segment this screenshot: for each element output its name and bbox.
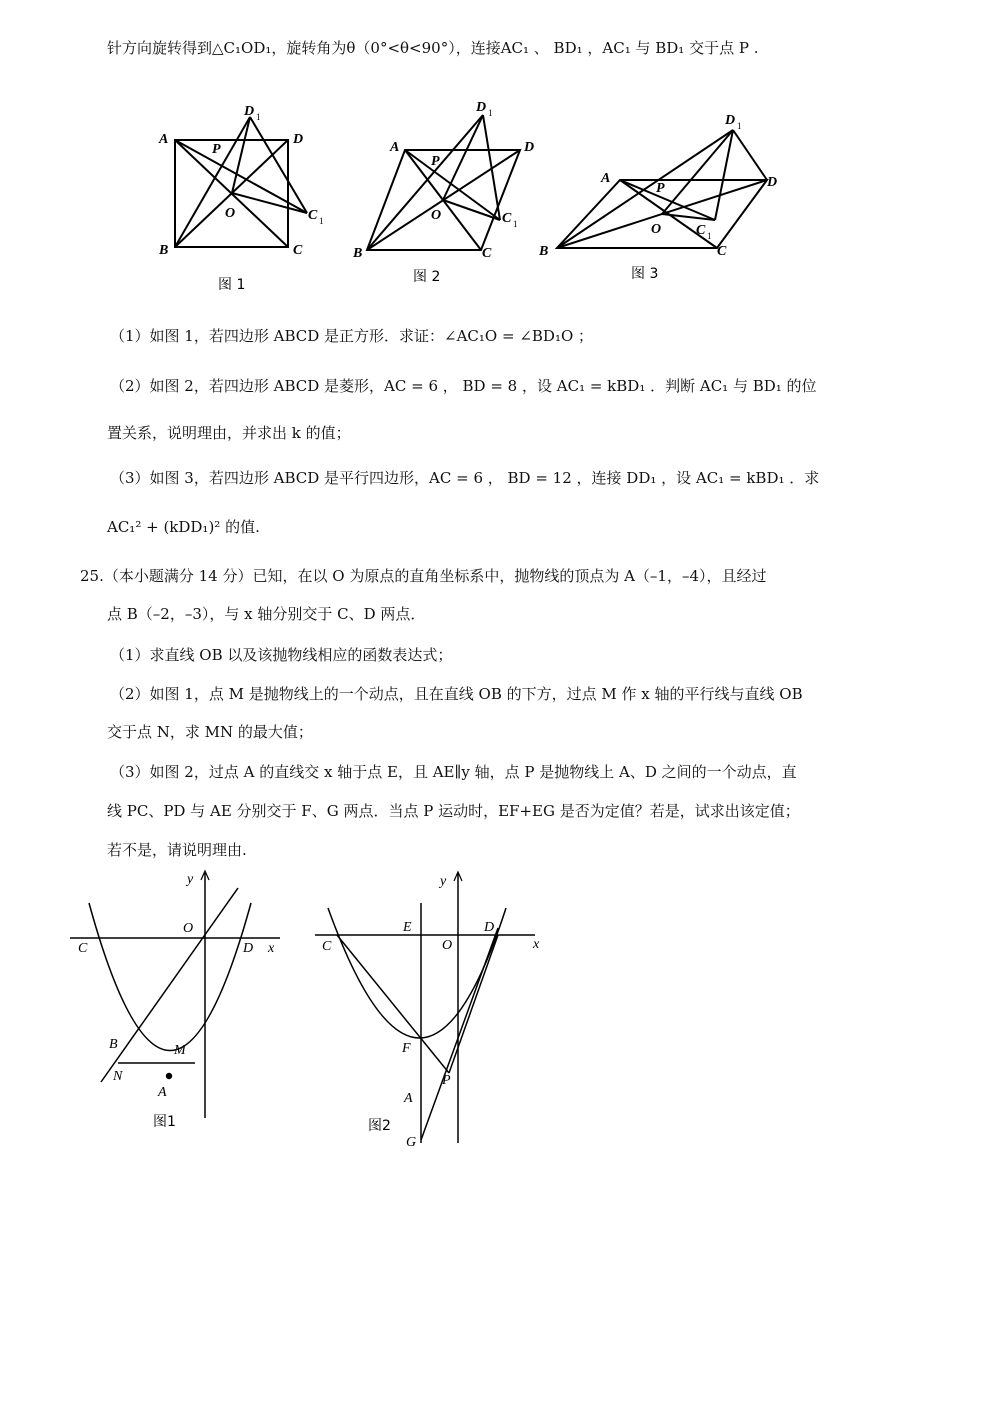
label-c: C bbox=[293, 243, 303, 258]
label-m: M bbox=[174, 1043, 186, 1058]
label-y: y bbox=[187, 872, 194, 887]
label-p: P bbox=[431, 154, 440, 169]
label-c: C bbox=[78, 941, 88, 956]
q25-figure-1 bbox=[65, 868, 290, 1138]
q25-line-5: 交于点 N，求 MN 的最大值； bbox=[107, 723, 313, 741]
figure-caption: 图 2 bbox=[413, 269, 441, 285]
label-c1-sub: 1 bbox=[513, 219, 518, 229]
label-a: A bbox=[158, 1085, 167, 1100]
q25-line-2: 点 B（–2，–3），与 x 轴分别交于 C、D 两点． bbox=[107, 605, 426, 623]
label-g: G bbox=[406, 1135, 417, 1150]
label-c: C bbox=[322, 939, 332, 954]
q25-line-8: 若不是，请说明理由. bbox=[107, 841, 247, 859]
label-d1: D bbox=[725, 113, 736, 128]
label-x: x bbox=[268, 941, 275, 956]
label-d1-sub: 1 bbox=[737, 121, 742, 131]
label-b: B bbox=[353, 246, 363, 261]
label-d1-sub: 1 bbox=[488, 108, 493, 118]
label-c1-sub: 1 bbox=[319, 216, 324, 226]
label-a: A bbox=[601, 171, 611, 186]
label-d: D bbox=[243, 941, 254, 956]
q25-line-4: （2）如图 1，点 M 是抛物线上的一个动点，且在直线 OB 的下方，过点 M 作 x 轴的平行线与直线 OB bbox=[110, 685, 803, 703]
label-p: P bbox=[442, 1073, 451, 1088]
label-d: D bbox=[293, 132, 304, 147]
q25-line-7: 线 PC、PD 与 AE 分别交于 F、G 两点．当点 P 运动时，EF+EG 是否为定值？若是，试求出该定值； bbox=[107, 802, 800, 820]
label-e: E bbox=[403, 920, 412, 935]
q24-part-2-line-2: 置关系，说明理由，并求出 k 的值； bbox=[107, 424, 351, 442]
figure-caption: 图1 bbox=[153, 1114, 176, 1130]
label-x: x bbox=[533, 937, 540, 952]
label-o: O bbox=[431, 208, 442, 223]
label-o: O bbox=[651, 222, 662, 237]
label-d1-sub: 1 bbox=[256, 112, 261, 122]
label-b: B bbox=[539, 244, 549, 259]
q25-line-6: （3）如图 2，过点 A 的直线交 x 轴于点 E，且 AE∥y 轴，点 P 是抛物线上 A、D 之间的一个动点，直 bbox=[110, 763, 797, 781]
label-a: A bbox=[404, 1091, 413, 1106]
q24-intro: 针方向旋转得到△C₁OD₁，旋转角为θ（0°<θ<90°），连接AC₁ 、 BD₁ ，AC₁ 与 BD₁ 交于点 P . bbox=[107, 39, 759, 57]
label-n: N bbox=[113, 1069, 123, 1084]
label-p: P bbox=[656, 181, 665, 196]
label-c1: C bbox=[696, 223, 706, 238]
label-d1: D bbox=[244, 104, 255, 119]
label-c1: C bbox=[502, 211, 512, 226]
label-b: B bbox=[159, 243, 169, 258]
label-f: F bbox=[402, 1041, 411, 1056]
q24-part-3-line-2: AC₁² + (kDD₁)² 的值. bbox=[107, 518, 260, 536]
q24-part-1: （1）如图 1，若四边形 ABCD 是正方形．求证：∠AC₁O = ∠BD₁O ； bbox=[110, 327, 594, 345]
figure-caption: 图 3 bbox=[631, 266, 659, 282]
q24-part-3-line-1: （3）如图 3，若四边形 ABCD 是平行四边形，AC = 6 ， BD = 12 ，连接 DD₁ ，设 AC₁ = kBD₁ ．求 bbox=[110, 469, 820, 487]
q24-figure-1 bbox=[150, 95, 340, 300]
q25-line-1: 25.（本小题满分 14 分）已知，在以 O 为原点的直角坐标系中，抛物线的顶点为 A（–1，–4），且经过 bbox=[80, 567, 767, 585]
q24-figure-2 bbox=[345, 95, 545, 295]
label-c: C bbox=[717, 244, 727, 259]
label-c1: C bbox=[308, 208, 318, 223]
q24-part-2-line-1: （2）如图 2，若四边形 ABCD 是菱形，AC = 6 ， BD = 8 ，设 AC₁ = kBD₁ ．判断 AC₁ 与 BD₁ 的位 bbox=[110, 377, 817, 395]
label-c1-sub: 1 bbox=[707, 231, 712, 241]
q25-figure-2 bbox=[310, 868, 550, 1153]
label-d1: D bbox=[476, 100, 487, 115]
figure-caption: 图 1 bbox=[218, 277, 246, 293]
label-c: C bbox=[482, 246, 492, 261]
label-d: D bbox=[524, 140, 535, 155]
label-o: O bbox=[442, 938, 453, 953]
figure-caption: 图2 bbox=[368, 1118, 391, 1134]
label-b: B bbox=[109, 1037, 118, 1052]
label-y: y bbox=[440, 874, 447, 889]
label-d: D bbox=[484, 920, 495, 935]
label-d: D bbox=[767, 175, 778, 190]
label-a: A bbox=[159, 132, 169, 147]
label-o: O bbox=[183, 921, 194, 936]
q25-line-3: （1）求直线 OB 以及该抛物线相应的函数表达式； bbox=[110, 646, 453, 664]
q24-figure-3 bbox=[535, 100, 795, 295]
label-p: P bbox=[212, 142, 221, 157]
label-o: O bbox=[225, 206, 236, 221]
label-a: A bbox=[390, 140, 400, 155]
